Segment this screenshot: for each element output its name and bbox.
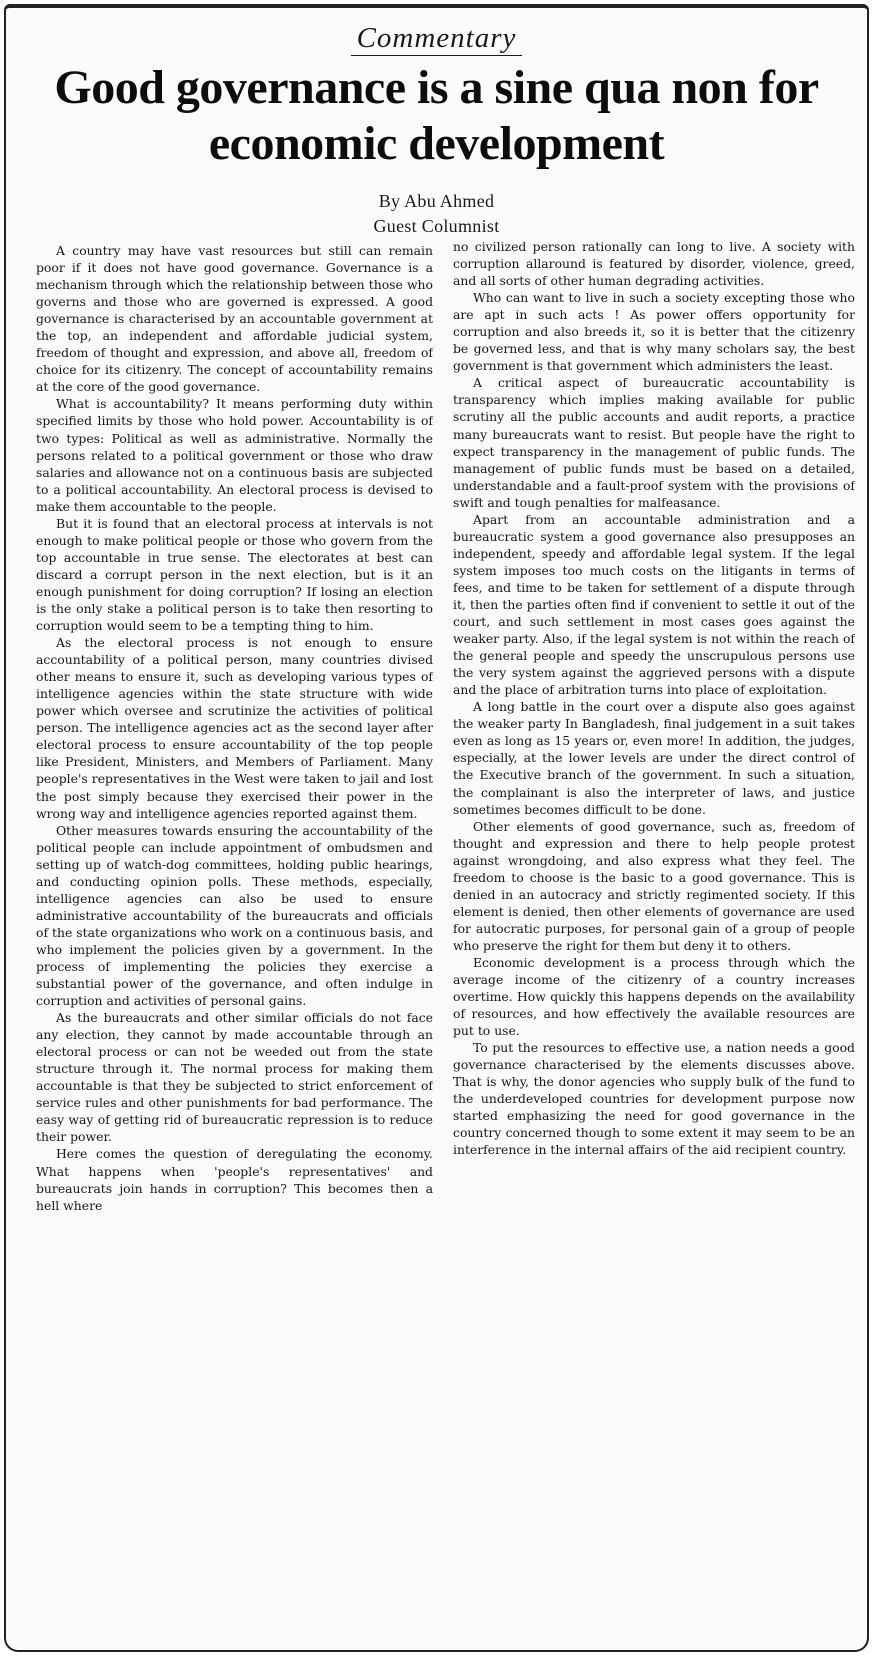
paragraph: Other elements of good governance, such as, freedom of thought and expression and there to help people protest against wrongdoing, and also express what they feel. The freedom to choose is the basic to a good governance. This is denied in an autocracy and strictly regimented society. If this element is denied, then other elements of governance are used for autocratic purposes, for personal gain of a group of people who preserve the right for them but deny it to others. bbox=[453, 818, 855, 953]
paragraph: A country may have vast resources but still can remain poor if it does not have good governance. Governance is a mechanism through which the relationship between those who governs and those who are governed is expressed. A good governance is characterised by an accountable government at the top, an independent and affordable judicial system, freedom of thought and expression, and above all, freedom of choice for its citizenry. The concept of accountability remains at the core of the good governance. bbox=[36, 243, 433, 395]
paragraph: Other measures towards ensuring the accountability of the political people can include appointment of ombudsmen and setting up of watch-dog committees, holding public hearings, and conducting opinion polls. These methods, especially, intelligence agencies can also be used to ensure administrative accountability of the bureaucrats and officials of the state organizations who work on a continuous basis, and who implement the policies given by a government. In the process of implementing the policies they exercise a substantial power of the governance, and often indulge in corruption and activities of personal gains. bbox=[36, 822, 433, 1009]
paragraph: As the bureaucrats and other similar officials do not face any election, they cannot by made accountable through an electoral process or can not be weeded out from the state structure through it. The normal process for making them accountable is that they be subjected to strict enforcement of service rules and other punishments for bad performance. The easy way of getting rid of bureaucratic repression is to reduce their power. bbox=[36, 1010, 433, 1145]
paragraph: A critical aspect of bureaucratic accountability is transparency which implies making available for public scrutiny all the public accounts and audit reports, a practice many bureaucrats want to resist. But people have the right to expect transparency in the management of public funds. The management of public funds must be based on a detailed, understandable and a fault-proof system with the provisions of swift and tough penalties for malfeasance. bbox=[453, 375, 855, 510]
article-headline: Good governance is a sine qua non for economic development bbox=[54, 61, 819, 170]
paragraph-continued: no civilized person rationally can long to live. A society with corruption allaround is featured by disorder, violence, greed, and all sorts of other human degrading activities. bbox=[453, 239, 855, 289]
byline-block bbox=[6, 189, 867, 239]
paragraph: As the electoral process is not enough to ensure accountability of a political person, many countries divised other means to ensure it, such as developing various types of intelligence agencies within the state structure with wide power which oversee and scrutinize the activities of political person. The intelligence agencies act as the second layer after electoral process to ensure accountability of the top people like President, Ministers, and Members of Parliament. Many people's representatives in the West were taken to jail and lost the post simply because they exercised their power in the wrong way and intelligence agencies reported against them. bbox=[36, 635, 433, 821]
paragraph: But it is found that an electoral process at intervals is not enough to make political people or those who govern from the top accountable in true sense. The electorates at best can discard a corrupt person in the next election, but is it an enough punishment for doing corruption? If losing an election is the only stake a political person is to take then resorting to corruption would seem to be a tempting thing to him. bbox=[36, 515, 433, 634]
article-column-right bbox=[453, 238, 855, 1638]
section-label: Commentary bbox=[351, 22, 523, 56]
paragraph: Apart from an accountable administration and a bureaucratic system a good governance also presupposes an independent, speedy and affordable legal system. If the legal system imposes too much costs on the litigants in terms of fees, and time to be taken for settlement of a dispute through it, then the parties often find if convenient to settle it out of the court, and such settlement in most cases goes against the weaker party. Also, if the legal system is not within the reach of the general people and speedy the unscrupulous persons use the very system against the aggrieved persons with a dispute and the place of arbitration turns into place of exploitation. bbox=[453, 511, 855, 698]
author-role: Guest Columnist bbox=[373, 216, 500, 236]
paragraph: To put the resources to effective use, a nation needs a good governance characterised by the elements discusses above. That is why, the donor agencies who supply bulk of the fund to the underdeveloped countries for development purpose now started emphasizing the need for good governance in the country concerned though to some extent it may seem to be an interference in the internal affairs of the aid recipient country. bbox=[453, 1040, 855, 1158]
section-kicker bbox=[6, 22, 867, 55]
paragraph: What is accountability? It means performing duty within specified limits by those who hold power. Accountability is of two types: Political as well as administrative. Normally the persons related to a political government or those who draw salaries and allowance not on a continuous basis are subjected to a political accountability. An electoral process is devised to make them accountable to the people. bbox=[36, 396, 433, 514]
paragraph: Who can want to live in such a society excepting those who are apt in such acts ! As power offers opportunity for corruption and also breeds it, so it is better that the citizenry be governed less, and that is why many scholars say, the best government is that government which administers the least. bbox=[453, 290, 855, 374]
article-column-left bbox=[36, 242, 433, 1642]
article-frame bbox=[4, 4, 869, 1652]
paragraph: Here comes the question of deregulating the economy. What happens when 'people's representatives' and bureaucrats join hands in corruption? This becomes then a hell where bbox=[36, 1146, 433, 1213]
paragraph: A long battle in the court over a dispute also goes against the weaker party In Bangladesh, final judgement in a suit takes even as long as 15 years or, even more! In addition, the judges, especially, at the lower levels are under the direct control of the Executive branch of the government. In such a situation, the complainant is also the interpreter of laws, and justice sometimes becomes difficult to be done. bbox=[453, 699, 855, 817]
author-byline: By Abu Ahmed bbox=[378, 191, 495, 211]
paragraph: Economic development is a process through which the average income of the citizenry of a country increases overtime. How quickly this happens depends on the availability of resources, and how effectively the available resources are put to use. bbox=[453, 954, 855, 1039]
